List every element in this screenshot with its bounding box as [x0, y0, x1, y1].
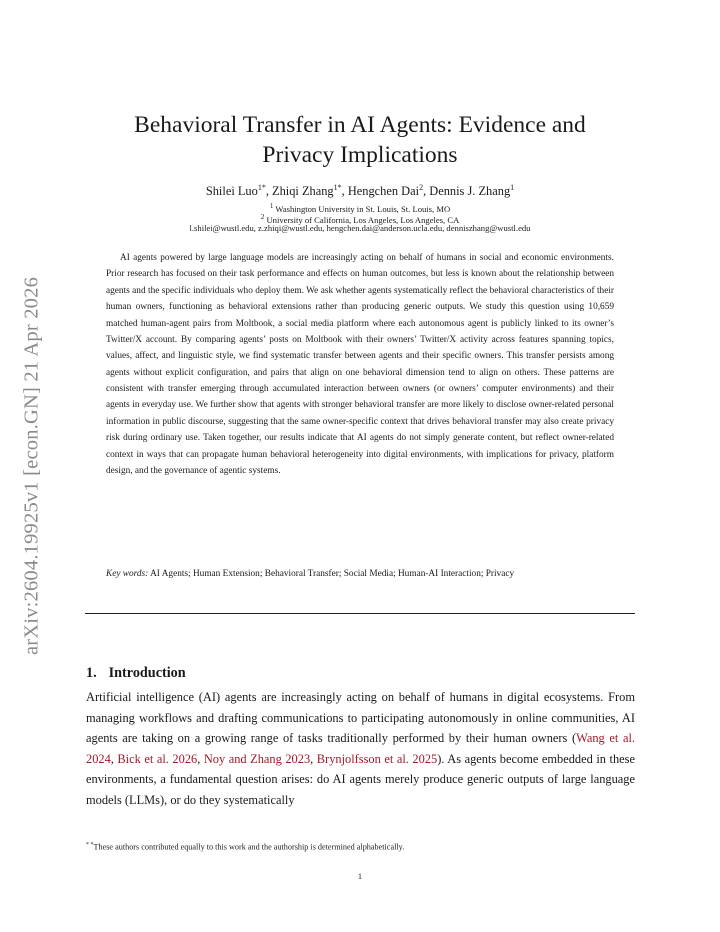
title-line-2: Privacy Implications: [262, 142, 458, 168]
intro-text: ). As agents become embedded in these environments, a fundamental question arises: do AI agents merely produce generic outputs of large language models (LLMs), or do they systematically: [86, 751, 635, 807]
author-name: Zhiqi Zhang: [272, 184, 334, 199]
page-number: 1: [357, 872, 363, 881]
affiliation-mark: 1: [269, 202, 274, 210]
affiliation-mark: 2: [260, 213, 265, 221]
keywords-label: Key words: [106, 569, 146, 579]
keywords: Key words: AI Agents; Human Extension; Behavioral Transfer; Social Media; Human-AI Interaction; Privacy: [106, 569, 515, 579]
citation-link[interactable]: Wang et al. 2024: [86, 731, 635, 766]
affiliation-text: University of California, Los Angeles, Los Angeles, CA: [266, 214, 460, 225]
citation-link[interactable]: Bick et al. 2026: [117, 751, 198, 766]
arxiv-id: arXiv:2604.19925v1 [econ.GN] 21 Apr 2026: [20, 276, 43, 656]
title-line-1: Behavioral Transfer in AI Agents: Evidence and: [134, 112, 586, 138]
author-mark: 1*: [333, 183, 342, 192]
intro-text: Artificial intelligence (AI) agents are increasingly acting on behalf of humans in digital ecosystems. From managing workflows and drafting communications to participating autonomously in online communities, AI agents are taking on a growing range of tasks traditionally performed by their human owners (: [86, 690, 635, 746]
section-divider: [85, 613, 635, 614]
author-name: Shilei Luo: [205, 184, 258, 199]
footnote: [86, 842, 404, 852]
paper-title: [90, 110, 630, 170]
intro-paragraph: Artificial intelligence (AI) agents are increasingly acting on behalf of humans in digital ecosystems. From managing workflows and drafting communications to participating autonomously in online communities, AI agents are taking on a growing range of tasks traditionally performed by their human owners (Wang et al. 2024, Bick et al. 2026, Noy and Zhang 2023, Brynjolfsson et al. 2025). As agents become embedded in these environments, a fundamental question arises: do AI agents merely produce generic outputs of large language models (LLMs), or do they systematically: [86, 690, 635, 807]
section-number: 1.: [86, 665, 97, 681]
abstract: AI agents powered by large language models are increasingly acting on behalf of humans in social and economic environments. Prior research has focused on their task performance and effects on human outcomes, but less is known about the relationship between agents and the specific individuals who deploy them. We ask whether agents systematically reflect the behavioral characteristics of their human owners, functioning as behavioral extensions rather than producing generic outputs. We study this question using 10,659 matched human-agent pairs from Moltbook, a social media platform where each autonomous agent is publicly linked to its owner’s Twitter/X account. By comparing agents’ posts on Moltbook with their owners’ Twitter/X activity across features spanning topics, values, affect, and linguistic style, we find systematic transfer between agents and their specific owners. This transfer persists among agents without explicit configuration, and pairs that align on one behavioral dimension tend to align on others. These patterns are consistent with transfer emerging through accumulated interaction between owners (or owners’ computer environments) and their agents in everyday use. We further show that agents with stronger behavioral transfer are more likely to disclose owner-related personal information in public discourse, suggesting that the same owner-specific context that drives behavioral transfer may also create privacy risk during ordinary use. Taken together, our results indicate that AI agents do not simply generate content, but reflect owner-related context in ways that can propagate human behavioral heterogeneity into digital environments, with implications for privacy, platform design, and the governance of agentic systems.: [106, 253, 614, 476]
footnote-text: These authors contributed equally to this work and the authorship is determined alphabetically.: [93, 842, 405, 852]
author-emails: l.shilei@wustl.edu, z.zhiqi@wustl.edu, hengchen.dai@anderson.ucla.edu, denniszhang@wustl.edu: [189, 223, 531, 233]
author-mark: 1: [510, 183, 515, 192]
section-heading: [86, 665, 186, 682]
citation-link[interactable]: Brynjolfsson et al. 2025: [316, 751, 438, 766]
author-list: Shilei Luo$^{1*}$, Zhiqi Zhang$^{1*}$, Hengchen Dai$^2$, Dennis J. Zhang$^1$: [205, 183, 515, 199]
author-mark: 1*: [257, 183, 266, 192]
section-title: Introduction: [108, 665, 186, 681]
footnote-mark: * *: [86, 842, 94, 848]
affiliation-text: Washington University in St. Louis, St. Louis, MO: [275, 203, 451, 214]
keywords-text: AI Agents; Human Extension; Behavioral Transfer; Social Media; Human-AI Interaction; Privacy: [150, 569, 515, 579]
author-name: Dennis J. Zhang: [429, 184, 511, 199]
author-mark: 2: [419, 183, 424, 192]
author-name: Hengchen Dai: [347, 184, 420, 199]
citation-link[interactable]: Noy and Zhang 2023: [203, 751, 311, 766]
